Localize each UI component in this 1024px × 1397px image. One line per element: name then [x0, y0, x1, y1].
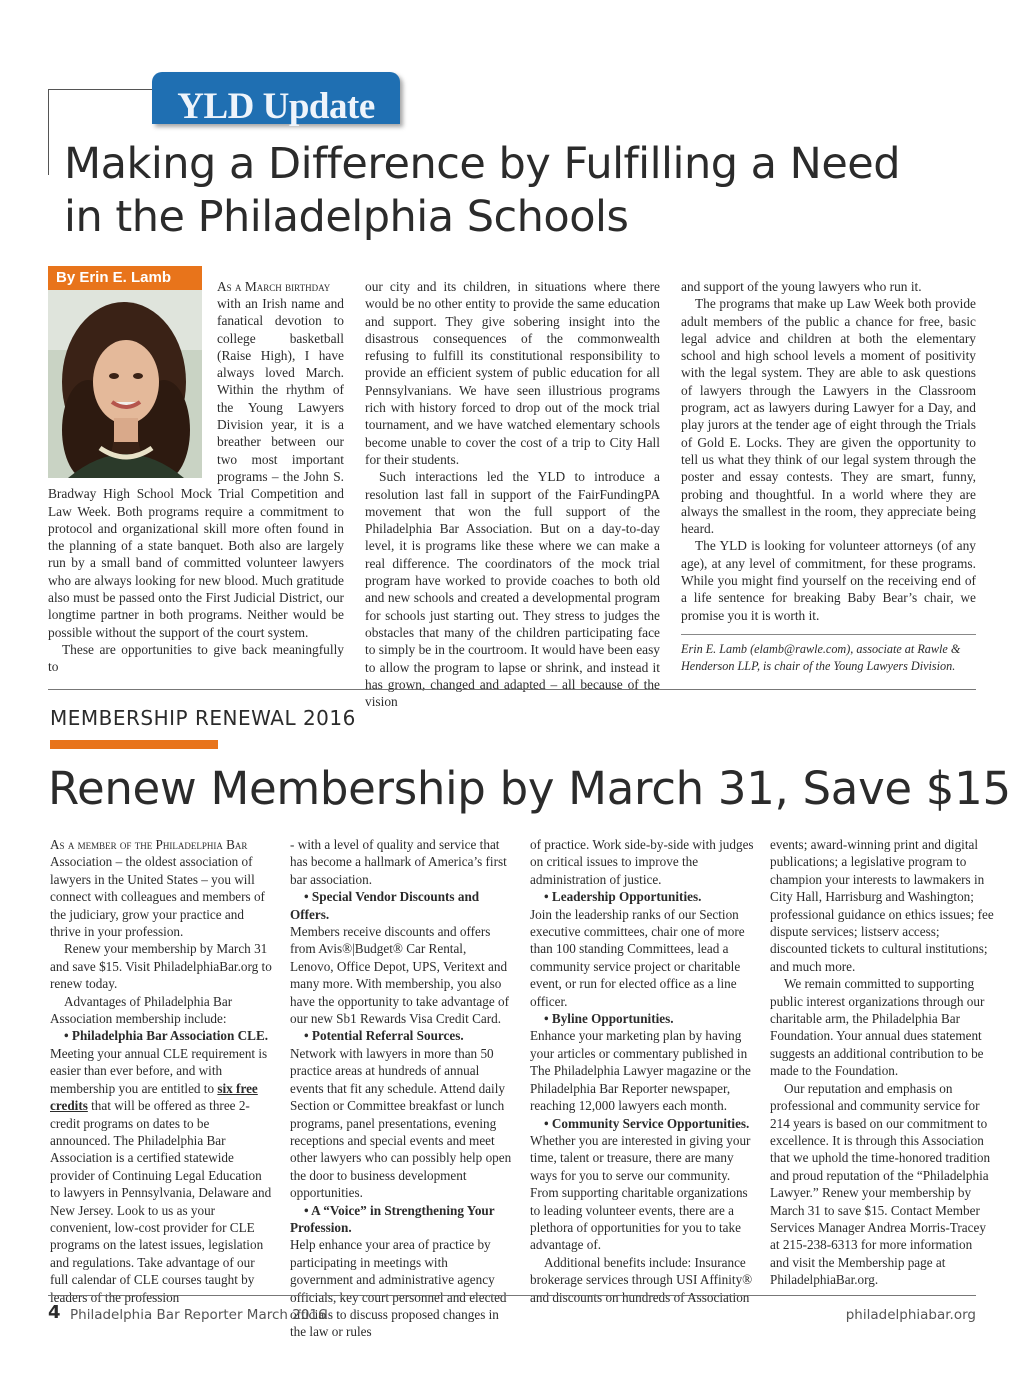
article2-col2 [290, 836, 512, 1341]
article2-c4-p3: Our reputation and emphasis on professional and community service for 214 years is based on our commitment to excellence. It is through this Association that we uphold the time-honored tradition and proud reputation of the “Philadelphia Lawyer.” Renew your membership by March 31 to save $15. Contact Member Services Manager Andrea Morris-Tracey at 215-238-6313 for more information and visit the Membership page at PhiladelphiaBar.org. [770, 1080, 991, 1288]
article2-col1 [50, 836, 272, 1306]
benefit-referral-title: • Potential Referral Sources. [304, 1028, 464, 1044]
benefit-voice-title: • A “Voice” in Strengthening Your Profession. [290, 1202, 495, 1235]
headline-line-2: in the Philadelphia Schools [64, 192, 629, 242]
article1-col3 [681, 278, 976, 675]
footer-publication: Philadelphia Bar Reporter March 2016 [70, 1307, 327, 1323]
article1-col1-top [217, 278, 345, 295]
frame-line-top [48, 89, 156, 90]
article2-c4-p2: We remain committed to supporting public interest organizations through our charitable arm, the Philadelphia Bar Foundation. Your annual dues statement suggests an additional contribution to be made to the Foundation. [770, 976, 985, 1079]
article2-col4 [770, 836, 994, 1289]
article2-c1-p1: Association – the oldest association of lawyers in the United States – you will connect with colleagues and members of the judiciary, grow your practice and thrive in your profession. [50, 854, 265, 940]
byline: By Erin E. Lamb [56, 269, 172, 286]
article1-col3-p1: and support of the young lawyers who run it. [681, 279, 922, 294]
article2-c3-p1: of practice. Work side-by-side with judges on critical issues to improve the administration of justice. [530, 837, 754, 887]
benefit-community-text: Whether you are interested in giving your time, talent or treasure, there are many ways for you to serve our community. From supporting charitable organizations to leading volunteer events, there are a plethora of opportunities for you to take advantage of. [530, 1132, 751, 1253]
benefit-leadership-text: Join the leadership ranks of our Section executive committees, chair one of more than 100 standing Committees, lead a community service project or charitable event, or run for elected office as a line officer. [530, 906, 745, 1009]
benefit-cle-bold: six free credits [50, 1080, 258, 1114]
section-label: MEMBERSHIP RENEWAL 2016 [50, 706, 356, 730]
article1-col3-p3: The YLD is looking for volunteer attorneys (of any age), at any level of commitment, for these programs. While you might find yourself on the receiving end of a life sentence for breaking Baby Bear’s chair, we promise you it is worth it. [681, 538, 976, 623]
benefit-voice-text: Help enhance your area of practice by participating in meetings with government and administrative agency officials, key court personnel and elected officials to discuss proposed changes in the law or rules [290, 1237, 507, 1340]
article1-col1-body [48, 295, 344, 676]
photo-spacer [48, 295, 217, 469]
article1-col1-p2: These are opportunities to give back meaningfully to [48, 641, 344, 675]
section-divider [48, 689, 976, 690]
benefit-vendor-text: Members receive discounts and offers from Avis®|Budget® Car Rental, Lenovo, Office Depot, UPS, Veritext and many more. With membership, you also have the opportunity to take advantage of our new Sb1 Rewards Visa Credit Card. [290, 924, 509, 1027]
frame-line-left [48, 89, 49, 175]
article1-col2-p1: our city and its children, in situations where there would be no other entity to provide the same education and support. They give sobering insight into the disastrous consequences of the commonwealth refusing to fulfill its constitutional responsibility to provide an efficient system of public education for all Pennsylvanians. We have seen illustrious programs rich with history forced to drop out of the mock trial tournament, and we have watched elementary schools become unable to cover the cost of a trip to City Hall for their students. [365, 279, 660, 467]
membership-headline: Renew Membership by March 31, Save $15 [48, 762, 1011, 815]
benefit-referral-text: Network with lawyers in more than 50 practice areas at hundreds of annual events that fit any schedule. Attend daily Section or Committee breakfast or lunch programs, panel presentations, evening receptions and special events and meet other lawyers who can possibly help open the door to business development opportunities. [290, 1045, 512, 1201]
article2-c4-p1: events; award-winning print and digital publications; a legislative program to champion your interests to lawmakers in City Hall, Harrisburg and Washington; professional guidance on ethics issues; fee dispute services; listserv access; discounted tickets to cultural institutions; and much more. [770, 837, 994, 974]
benefit-leadership-title: • Leadership Opportunities. [544, 889, 702, 905]
article2-c2-p1: - with a level of quality and service that has become a hallmark of America’s first bar association. [290, 837, 507, 887]
benefit-cle-text-a: Meeting your annual CLE requirement is easier than ever before, and with membership you are entitled to [50, 1045, 268, 1096]
article1-col3-p2: The programs that make up Law Week both provide adult members of the public a chance for free, basic legal advice and children at both the elementary school and high school levels a moment of positivity with the legal system. They are able to ask questions of lawyers through the Lawyers in the Classroom program, act as lawyers during Lawyer for a Day, and play jurors at the tender age of eight through the Trials of Gold E. Locks. They are given the opportunity to tell us what they think of our legal system through the poster and essay contests. They are smart, funny, probing and thoughtful. In a world where they are always the smallest in the room, they appreciate being heard. [681, 296, 976, 537]
benefit-vendor-title: • Special Vendor Discounts and Offers. [290, 889, 480, 922]
benefit-cle-text-b: that will be offered as three 2-credit programs on dates to be announced. The Philadelphia Bar Association is a certified statewide provider of Continuing Legal Education to lawyers in Pennsylvania, Delaware and New Jersey. Look to us as your convenient, low-cost provider for CLE programs on the latest issues, legislation and regulations. Take advantage of our full calendar of CLE courses taught by leaders of the profession [50, 1098, 272, 1305]
benefit-byline-text: Enhance your marketing plan by having your articles or commentary published in The Philadelphia Lawyer magazine or the Philadelphia Bar Reporter newspaper, reaching 12,000 lawyers each month. [530, 1028, 751, 1114]
article2-col3 [530, 836, 754, 1306]
article2-c1-p3: Advantages of Philadelphia Bar Association membership include: [50, 993, 233, 1027]
author-note: Erin E. Lamb (elamb@rawle.com), associate at Rawle & Henderson LLP, is chair of the Young Lawyers Division. [681, 634, 976, 675]
page-number: 4 [48, 1302, 61, 1323]
article2-c3-p2: Additional benefits include: Insurance brokerage services through USI Affinity® and discounts on hundreds of Association [530, 1254, 753, 1305]
article2-c1-p2: Renew your membership by March 31 and save $15. Visit PhiladelphiaBar.org to renew today. [50, 941, 272, 992]
article2-lead-smallcaps: As a member of the Philadelphia Bar [50, 837, 248, 852]
section-tab-label: YLD Update [177, 86, 375, 127]
article1-col2-p2: Such interactions led the YLD to introduce a resolution last fall in support of the FairFundingPA movement that won the full support of the Philadelphia Bar Association. But on a day-to-day level, it is programs like these where we can make a real difference. The coordinators of the mock trial program have worked to provide coaches to both old and new schools and created a developmental program for schools just starting out. They stress to judges the obstacles that many of the children participating face to simply be in the courtroom. It would have been easy to allow the program to lapse or shrink, and instead it has grown, changed and adapted – all because of the vision [365, 469, 660, 710]
section-accent-bar [50, 740, 218, 749]
benefit-community-title: • Community Service Opportunities. [544, 1115, 750, 1131]
article-headline [64, 138, 964, 244]
benefit-cle-title: • Philadelphia Bar Association CLE. [64, 1028, 269, 1044]
footer-rule [48, 1295, 976, 1296]
footer-website-link[interactable]: philadelphiabar.org [845, 1307, 976, 1323]
lead-in-smallcaps: As a March birthday [217, 279, 331, 294]
article1-col2 [365, 278, 660, 710]
article1-col1-p1: with an Irish name and fanatical devotion to college basketball (Raise High), I have always loved March. Within the rhythm of the Young Lawyers Division year, it is a breather between our two most important programs – the John S. Bradway High School Mock Trial Competition and Law Week. Both programs require a commitment to protocol and organizational skill more often found in the planning of a state banquet. Both also are largely run by a small band of committed volunteer lawyers who are always looking for new blood. Much gratitude also must be passed onto the First Judicial District, our longtime partner in both programs. Neither would be possible without the support of the court system. [48, 296, 344, 640]
benefit-byline-title: • Byline Opportunities. [544, 1011, 674, 1027]
headline-line-1: Making a Difference by Fulfilling a Need [64, 139, 901, 189]
